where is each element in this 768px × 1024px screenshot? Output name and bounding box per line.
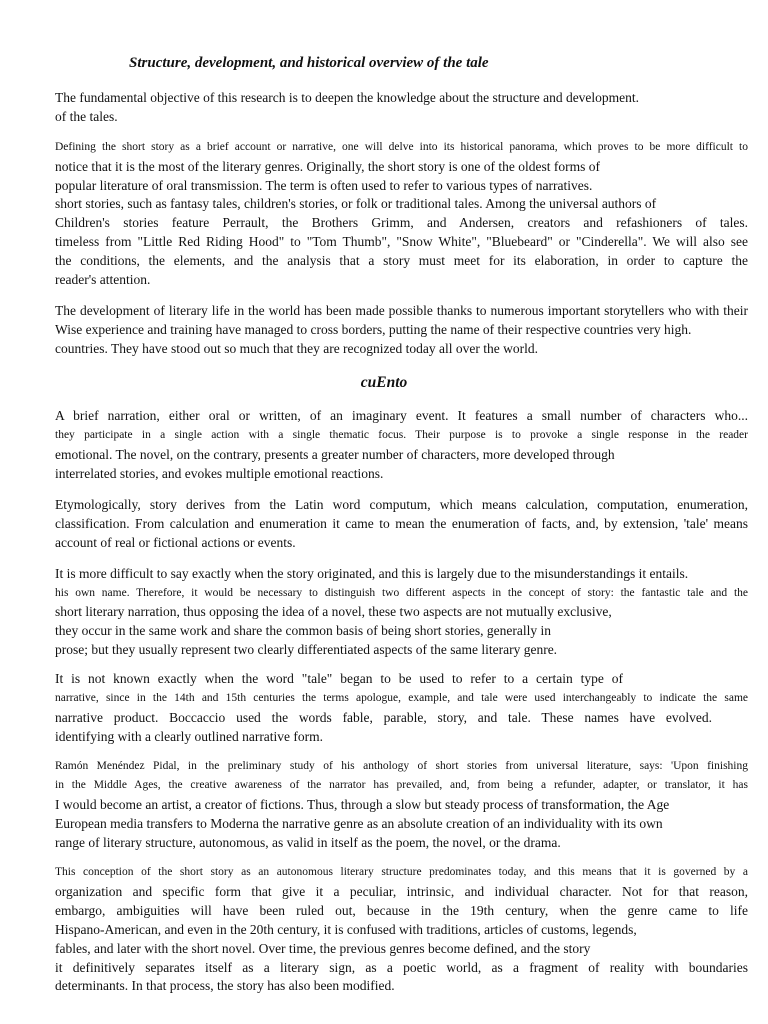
paragraph-line: narrative, since in the 14th and 15th centuries the terms apologue, example, and tale were used interchangeably to indicate the same <box>55 692 748 704</box>
paragraph-line: Etymologically, story derives from the Latin word computum, which means calculation, computation, enumeration, <box>55 497 748 512</box>
paragraph-line: Wise experience and training have managed to cross borders, putting the name of their respective countries very high. <box>55 322 692 337</box>
paragraph-line: the conditions, the elements, and the analysis that a story must meet for its elaboration, in order to capture the <box>55 253 748 268</box>
paragraph-line: prose; but they usually represent two clearly differentiated aspects of the same literary genre. <box>55 642 558 657</box>
paragraph-line: identifying with a clearly outlined narrative form. <box>55 729 324 744</box>
paragraph-line: organization and specific form that give it a peculiar, intrinsic, and individual character. Not for that reason, <box>55 884 748 899</box>
paragraph-line: in the Middle Ages, the creative awareness of the narrator has prevailed, and, from being a refunder, adapter, or translator, it has <box>55 779 748 791</box>
paragraph-line: determinants. In that process, the story has also been modified. <box>55 978 395 993</box>
paragraph-line: his own name. Therefore, it would be necessary to distinguish two different aspects in the concept of story: the fantastic tale and the <box>55 587 748 599</box>
paragraph-line: It is more difficult to say exactly when the story originated, and this is largely due to the misunderstandings it entails. <box>55 566 689 581</box>
intro-line: of the tales. <box>55 109 118 124</box>
paragraph-line: The development of literary life in the world has been made possible thanks to numerous important storytellers who with their <box>55 303 748 318</box>
paragraph-line: account of real or fictional actions or events. <box>55 535 296 550</box>
paragraph-line: I would become an artist, a creator of fictions. Thus, through a slow but steady process of transformation, the Age <box>55 797 670 812</box>
paragraph-line: A brief narration, either oral or written, of an imaginary event. It features a small number of characters who... <box>55 408 748 423</box>
paragraph-line: notice that it is the most of the literary genres. Originally, the short story is one of the oldest forms of <box>55 159 601 174</box>
paragraph-line: short literary narration, thus opposing the idea of a novel, these two aspects are not mutually exclusive, <box>55 604 612 619</box>
paragraph-line: reader's attention. <box>55 272 151 287</box>
paragraph-line: they participate in a single action with a single thematic focus. Their purpose is to provoke a single response in the reader <box>55 429 748 441</box>
paragraph-line: range of literary structure, autonomous, as valid in itself as the poem, the novel, or the drama. <box>55 835 561 850</box>
paragraph-line: classification. From calculation and enumeration it came to mean the enumeration of facts, and, by extension, 'tale' means <box>55 516 748 531</box>
paragraph-line: Defining the short story as a brief account or narrative, one will delve into its historical panorama, which proves to be more difficult to <box>55 141 748 153</box>
paragraph-line: it definitively separates itself as a literary sign, as a poetic world, as a fragment of reality with boundaries <box>55 960 748 975</box>
paragraph-line: Ramón Menéndez Pidal, in the preliminary study of his anthology of short stories from universal literature, says: 'Upon finishing <box>55 760 748 772</box>
paragraph-line: narrative product. Boccaccio used the words fable, parable, story, and tale. These names have evolved. <box>55 710 712 725</box>
document-title: Structure, development, and historical overview of the tale <box>129 55 489 71</box>
paragraph-line: fables, and later with the short novel. Over time, the previous genres become defined, and the story <box>55 941 591 956</box>
paragraph-line: European media transfers to Moderna the narrative genre as an absolute creation of an individuality with its own <box>55 816 663 831</box>
paragraph-line: short stories, such as fantasy tales, children's stories, or folk or traditional tales. Among the universal authors of <box>55 196 657 211</box>
paragraph-line: popular literature of oral transmission. The term is often used to refer to various types of narratives. <box>55 178 593 193</box>
paragraph-line: It is not known exactly when the word "tale" began to be used to refer to a certain type of <box>55 671 623 686</box>
paragraph-line: embargo, ambiguities will have been ruled out, because in the 19th century, when the genre came to life <box>55 903 748 918</box>
paragraph-line: Hispano-American, and even in the 20th century, it is confused with traditions, articles of customs, legends, <box>55 922 637 937</box>
paragraph-line: countries. They have stood out so much that they are recognized today all over the world. <box>55 341 538 356</box>
section-heading: cuEnto <box>360 374 408 391</box>
intro-line: The fundamental objective of this research is to deepen the knowledge about the structure and development. <box>55 90 640 105</box>
paragraph-line: emotional. The novel, on the contrary, presents a greater number of characters, more developed through <box>55 447 615 462</box>
paragraph-line: Children's stories feature Perrault, the Brothers Grimm, and Andersen, creators and refashioners of tales. <box>55 215 748 230</box>
paragraph-line: interrelated stories, and evokes multiple emotional reactions. <box>55 466 384 481</box>
paragraph-line: timeless from "Little Red Riding Hood" to "Tom Thumb", "Snow White", "Bluebeard" or "Cinderella". We will also see <box>55 234 748 249</box>
paragraph-line: they occur in the same work and share the common basis of being short stories, generally in <box>55 623 551 638</box>
paragraph-line: This conception of the short story as an autonomous literary structure predominates today, and this means that it is governed by a <box>55 866 748 878</box>
